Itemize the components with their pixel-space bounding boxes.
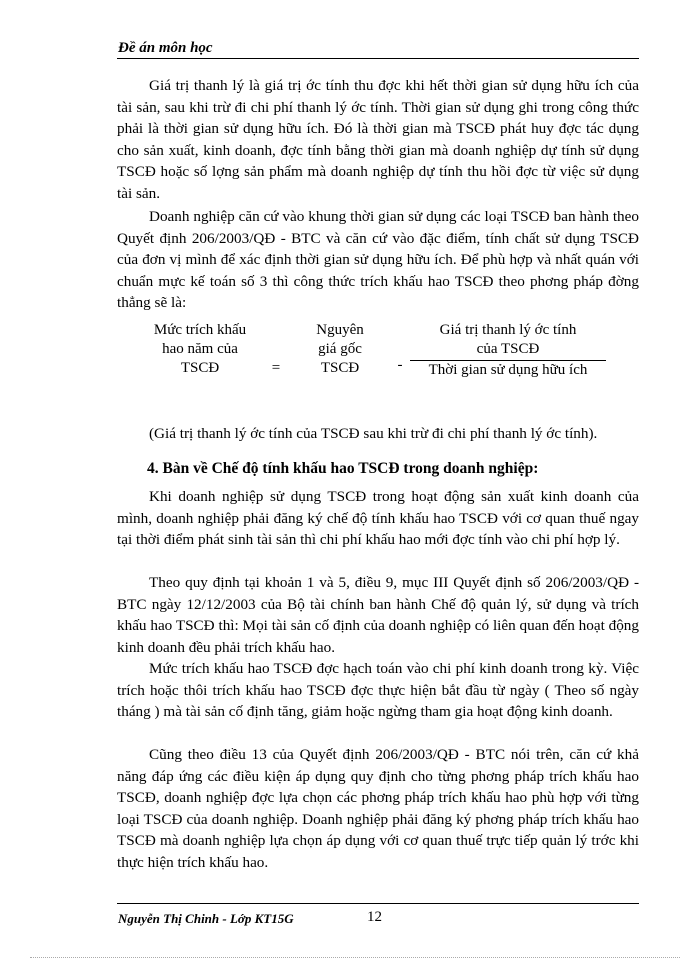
paragraph-timing: Mức trích khấu hao TSCĐ đợc hạch toán vào chi phí kinh doanh trong kỳ. Việc trích hoặc thôi trích khấu hao TSCĐ đợc thực hiện bắt đầu từ ngày ( Theo số ngày tháng ) mà tài sản cố định tăng, giảm hoặc ngừng tham gia hoạt động kinh doanh. [117,660,639,721]
paragraph-registration: Khi doanh nghiệp sử dụng TSCĐ trong hoạt động sản xuất kinh doanh của mình, doanh nghiệp phải đăng ký chế độ tính khấu hao TSCĐ với cơ quan thuế ngay tại thời điểm phát sinh tài sản thì chi phí khấu hao mới đợc tính vào chi phí hợp lý. [117,488,639,549]
formula-numerator-line1: Giá trị thanh lý ớc tính [439,322,577,338]
footer-rule [117,903,639,904]
formula-equals: = [271,360,281,376]
formula-lhs-line2: hao năm của [162,341,238,357]
formula-lhs-line1: Mức trích khấu [153,322,247,338]
formula-fraction [410,321,606,380]
paragraph-salvage-value: Giá trị thanh lý là giá trị ớc tính thu đợc khi hết thời gian sử dụng hữu ích của tài sản, sau khi trừ đi chi phí thanh lý ớc tính. Thời gian sử dụng ghi trong công thức phải là thời gian sử dụng hữu ích. Đó là thời gian mà TSCĐ phát huy đợc tác dụng cho sản xuất, kinh doanh, đợc tính bằng thời gian mà doanh nghiệp dự tính sử dụng TSCĐ hoặc số lợng sản phẩm mà doanh nghiệp dự tính thu hồi đợc từ việc sử dụng tài sản. [117,77,639,202]
page-header-title: Đề án môn học [118,40,213,56]
formula-minus: - [397,357,403,373]
formula-lhs-line3: TSCĐ [180,360,220,376]
formula-mid-line1: Nguyên [316,322,364,338]
formula-mid-line2: giá gốc [318,341,362,357]
formula-lhs [140,321,260,378]
page-bottom-edge [30,957,680,958]
paragraph-useful-life: Doanh nghiệp căn cứ vào khung thời gian sử dụng các loại TSCĐ ban hành theo Quyết định 206/2003/QĐ - BTC và căn cứ vào đặc điểm, tính chất sử dụng TSCĐ của đơn vị mình để xác định thời gian sử dụng hữu ích. Để phù hợp và nhất quán với chuẩn mực kế toán số 3 thì công thức trích khấu hao TSCĐ theo phơng pháp đờng thẳng sẽ là: [117,208,639,312]
section-heading: 4. Bàn về Chế độ tính khấu hao TSCĐ trong doanh nghiệp: [147,460,539,477]
paragraph-method-selection: Cũng theo điều 13 của Quyết định 206/2003/QĐ - BTC nói trên, căn cứ khả năng đáp ứng các điều kiện áp dụng quy định cho từng phơng pháp trích khấu hao TSCĐ, doanh nghiệp đợc lựa chọn các phơng pháp trích khấu hao phù hợp với từng loại TSCĐ của doanh nghiệp. Doanh nghiệp phải đăng ký phơng pháp trích khấu hao TSCĐ mà doanh nghiệp lựa chọn áp dụng với cơ quan thuế trực tiếp quản lý trớc khi thực hiện trích khấu hao. [117,746,639,871]
paragraph-regulation: Theo quy định tại khoản 1 và 5, điều 9, mục III Quyết định số 206/2003/QĐ - BTC ngày 12/12/2003 của Bộ tài chính ban hành Chế độ quản lý, sử dụng và trích khấu hao TSCĐ thì: Mọi tài sản cố định của doanh nghiệp có liên quan đến hoạt động kinh doanh đều phải trích khấu hao. [117,574,639,656]
formula-mid [295,321,385,378]
paragraph-formula-note: (Giá trị thanh lý ớc tính của TSCĐ sau khi trừ đi chi phí thanh lý ớc tính). [149,425,598,442]
formula-denominator: Thời gian sử dụng hữu ích [410,360,606,380]
header-rule [117,58,639,59]
formula-mid-line3: TSCĐ [320,360,360,376]
page-number: 12 [367,909,382,925]
footer-author: Nguyễn Thị Chinh - Lớp KT15G [118,911,294,926]
formula-numerator-line2: của TSCĐ [476,341,540,357]
